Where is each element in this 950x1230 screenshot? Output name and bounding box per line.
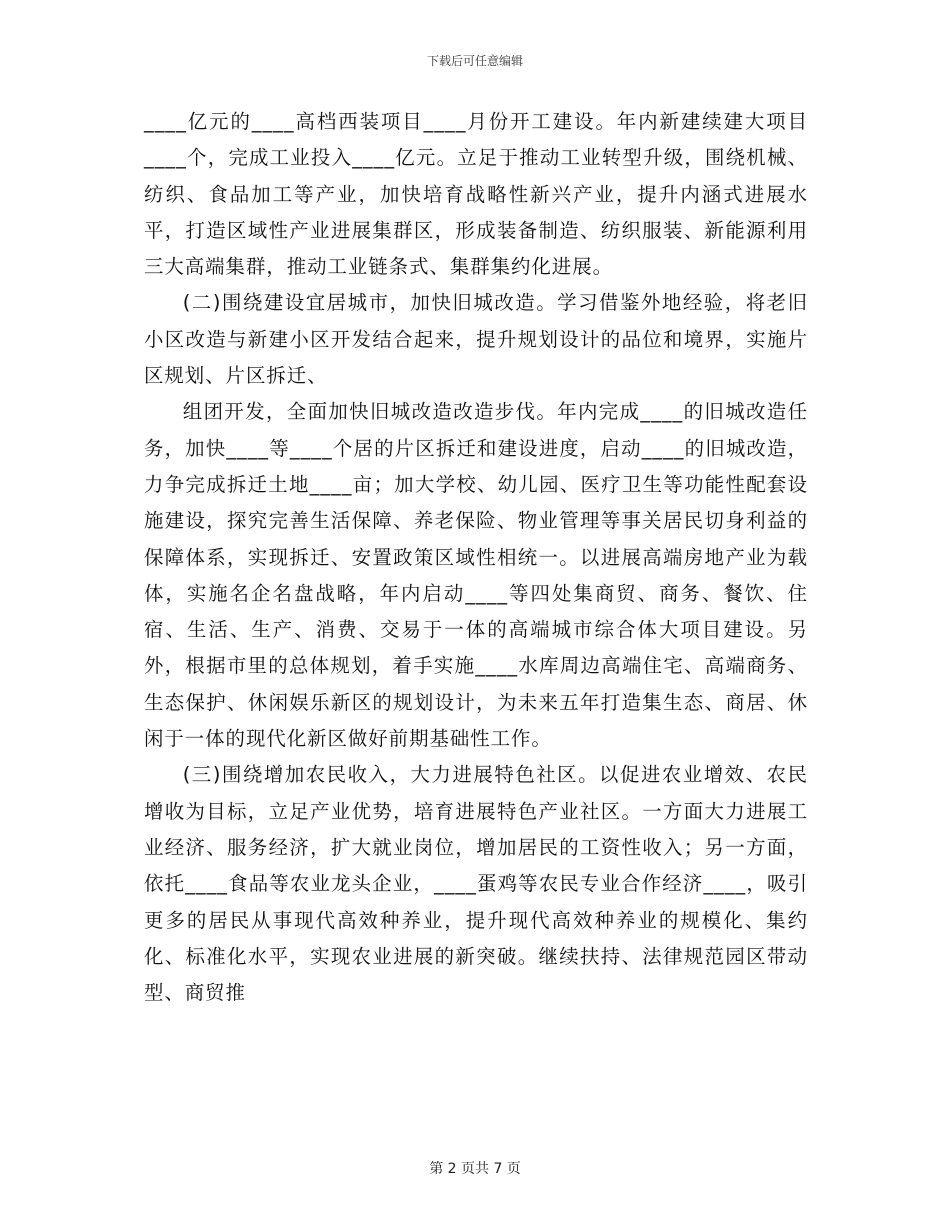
paragraph-section-two: (二)围绕建设宜居城市，加快旧城改造。学习借鉴外地经验，将老旧小区改造与新建小区开发结合起来，提升规划设计的品位和境界，实施片区规划、片区拆迁、: [144, 291, 808, 388]
document-body: [144, 104, 808, 1011]
paragraph-section-three: (三)围绕增加农民收入，大力进展特色社区。以促进农业增效、农民增收为目标，立足产业优势，培育进展特色产业社区。一方面大力进展工业经济、服务经济，扩大就业岗位，增加居民的工资性收入；另一方面，依托____食品等农业龙头企业，____蛋鸡等农民专业合作经济____，吸引更多的居民从事现代高效种养业，提升现代高效种养业的规模化、集约化、标准化水平，实现农业进展的新突破。继续扶持、法律规范园区带动型、商贸推: [144, 763, 808, 1005]
paragraph-old-town-renovation: 组团开发，全面加快旧城改造改造步伐。年内完成____的旧城改造任务，加快____等____个居的片区拆迁和建设进度，启动____的旧城改造，力争完成拆迁土地____亩；加大学校、幼儿园、医疗卫生等功能性配套设施建设，探究完善生活保障、养老保险、物业管理等事关居民切身利益的保障体系，实现拆迁、安置政策区域性相统一。以进展高端房地产业为载体，实施名企名盘战略，年内启动____等四处集商贸、商务、餐饮、住宿、生活、生产、消费、交易于一体的高端城市综合体大项目建设。另外，根据市里的总体规划，着手实施____水库周边高端住宅、高端商务、生态保护、休闲娱乐新区的规划设计，为未来五年打造集生态、商居、休闲于一体的现代化新区做好前期基础性工作。: [144, 400, 808, 751]
page-header: 下载后可任意编辑: [426, 54, 523, 68]
paragraph-continuation: ____亿元的____高档西装项目____月份开工建设。年内新建续建大项目____个，完成工业投入____亿元。立足于推动工业转型升级，围绕机械、纺织、食品加工等产业，加快培育战略性新兴产业，提升内涵式进展水平，打造区域性产业进展集群区，形成装备制造、纺织服装、新能源利用三大高端集群，推动工业链条式、集群集约化进展。: [144, 110, 808, 279]
page-number: 第 2 页共 7 页: [429, 1161, 521, 1177]
